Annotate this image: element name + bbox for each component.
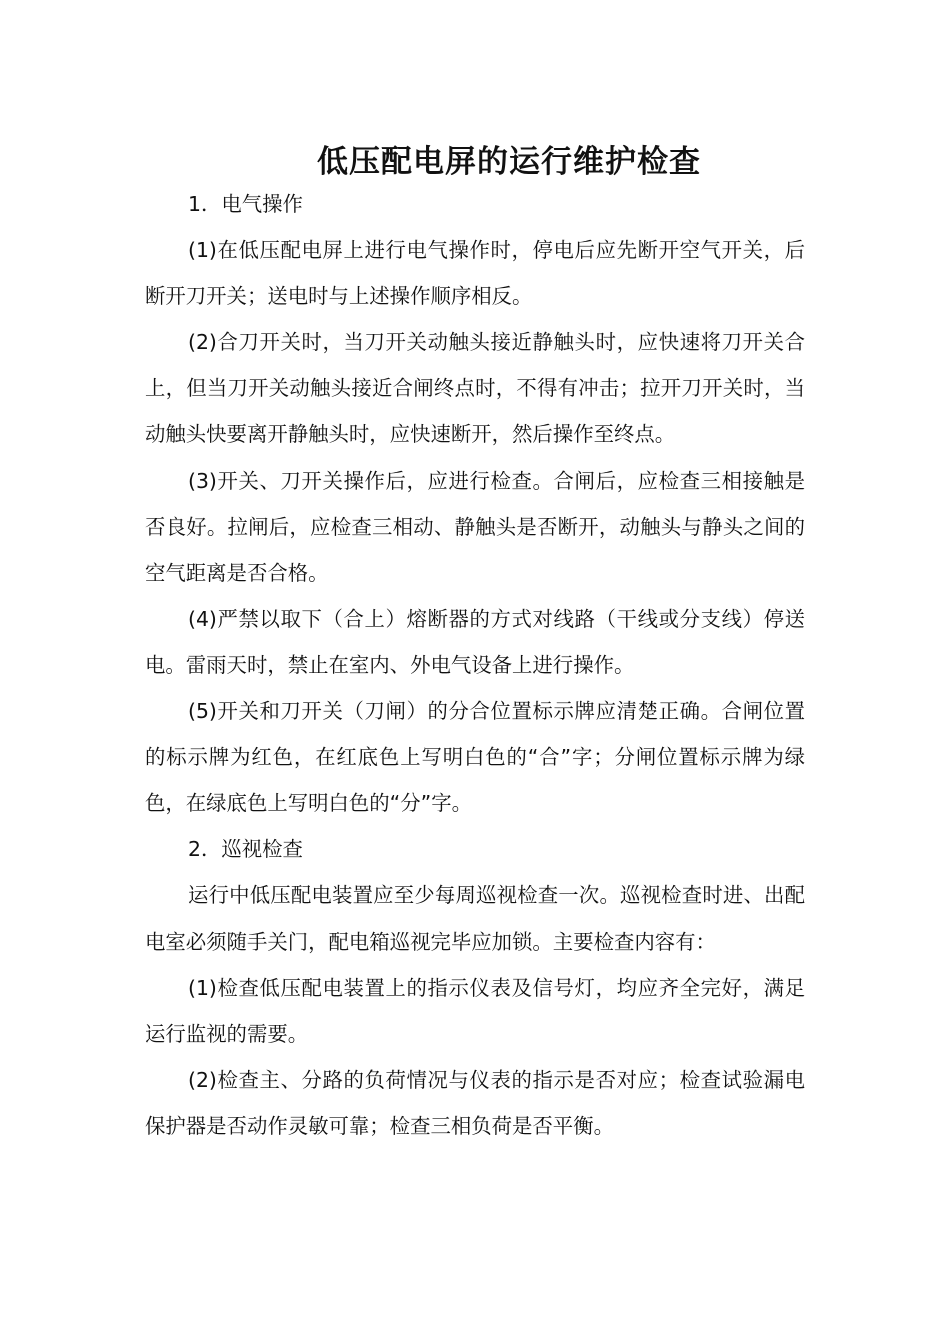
paragraph: 运行中低压配电装置应至少每周巡视检查一次。巡视检查时进、出配电室必须随手关门，配电箱巡视完毕应加锁。主要检查内容有： [145, 883, 805, 954]
document-title: 低压配电屏的运行维护检查 [317, 143, 701, 180]
paragraph: (3)开关、刀开关操作后，应进行检查。合闸后，应检查三相接触是否良好。拉闸后，应检查三相动、静触头是否断开，动触头与静头之间的空气距离是否合格。 [145, 468, 805, 585]
section-heading-electrical-operation: 1．电气操作 [188, 192, 303, 216]
paragraph: (2)合刀开关时，当刀开关动触头接近静触头时，应快速将刀开关合上，但当刀开关动触头接近合闸终点时，不得有冲击；拉开刀开关时，当动触头快要离开静触头时，应快速断开，然后操作至终点。 [145, 330, 805, 447]
paragraph: (5)开关和刀开关（刀闸）的分合位置标示牌应清楚正确。合闸位置的标示牌为红色，在红底色上写明白色的“合”字；分闸位置标示牌为绿色，在绿底色上写明白色的“分”字。 [145, 699, 805, 816]
section-heading-patrol-inspection: 2．巡视检查 [188, 837, 303, 862]
paragraph: (4)严禁以取下（合上）熔断器的方式对线路（干线或分支线）停送电。雷雨天时，禁止在室内、外电气设备上进行操作。 [145, 606, 805, 677]
paragraph: (1)在低压配电屏上进行电气操作时，停电后应先断开空气开关，后断开刀开关；送电时与上述操作顺序相反。 [145, 238, 805, 309]
paragraph: (1)检查低压配电装置上的指示仪表及信号灯，均应齐全完好，满足运行监视的需要。 [145, 975, 805, 1046]
document-body [145, 181, 805, 1149]
paragraph: (2)检查主、分路的负荷情况与仪表的指示是否对应；检查试验漏电保护器是否动作灵敏可靠；检查三相负荷是否平衡。 [145, 1067, 805, 1138]
